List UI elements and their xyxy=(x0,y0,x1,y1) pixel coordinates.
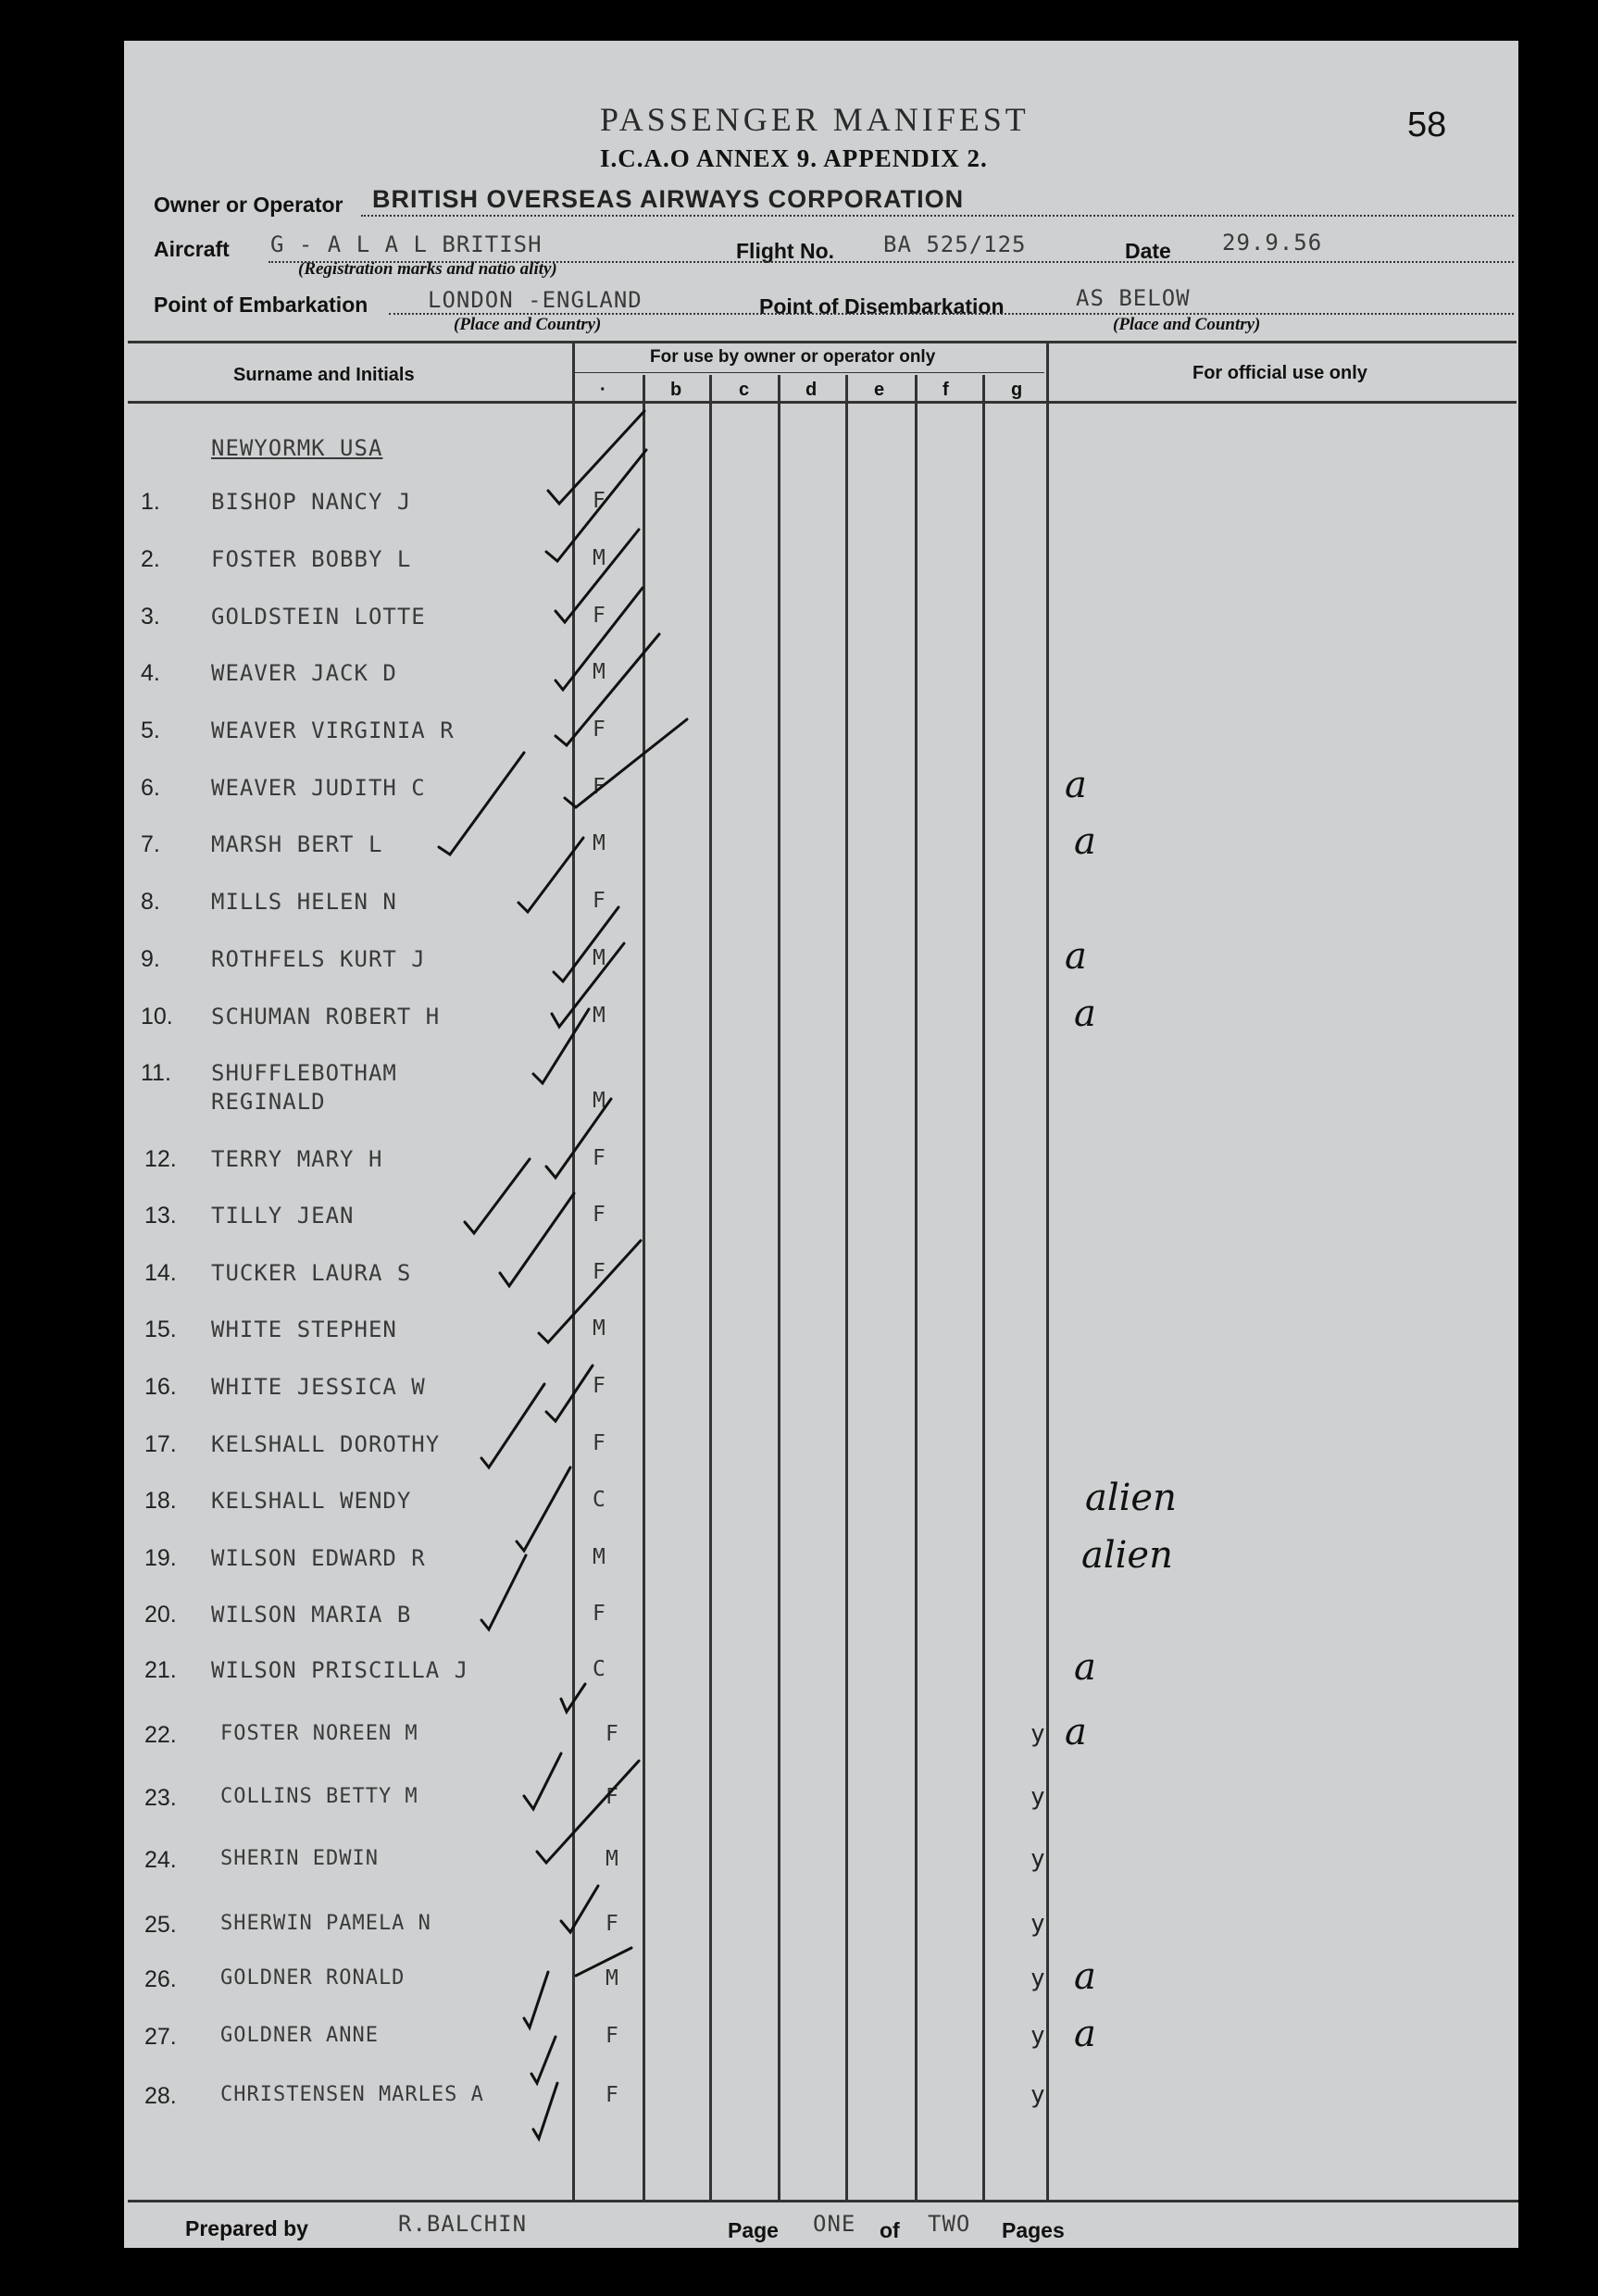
passenger-name: WILSON MARIA B xyxy=(211,1602,412,1628)
col-letter-a: · xyxy=(600,380,606,400)
row-number: 7. xyxy=(141,831,160,857)
passenger-sex: M xyxy=(593,660,605,684)
flight-value: BA 525/125 xyxy=(883,231,1027,257)
passenger-sex: F xyxy=(593,1431,605,1455)
table-top-rule xyxy=(128,341,1517,343)
col-rule-name xyxy=(572,343,575,2202)
passenger-name: KELSHALL WENDY xyxy=(211,1488,412,1514)
embark-underline xyxy=(389,313,1514,315)
page-subtitle: I.C.A.O ANNEX 9. APPENDIX 2. xyxy=(600,144,988,172)
official-note: a xyxy=(1065,764,1087,806)
passenger-name: GOLDNER ANNE xyxy=(220,2024,379,2047)
passenger-name: ROTHFELS KURT J xyxy=(211,946,426,972)
col-rule-e xyxy=(915,375,918,2202)
col-rule-g xyxy=(1046,343,1049,2202)
passenger-name: GOLDNER RONALD xyxy=(220,1966,406,1990)
passenger-name: SHERIN EDWIN xyxy=(220,1847,379,1870)
passenger-sex: F xyxy=(605,2083,618,2107)
passenger-name: FOSTER NOREEN M xyxy=(220,1722,418,1745)
passenger-sex: F xyxy=(593,489,605,513)
passenger-sex: F xyxy=(593,889,605,913)
col-rule-a xyxy=(643,375,645,2202)
aircraft-underline xyxy=(268,261,1514,263)
row-number: 22. xyxy=(144,1722,177,1748)
owner-col-g: y xyxy=(1030,1783,1045,1811)
passenger-sex: F xyxy=(593,1203,605,1227)
passenger-name: WILSON PRISCILLA J xyxy=(211,1657,469,1683)
passenger-name: KELSHALL DOROTHY xyxy=(211,1431,441,1457)
passenger-name: WEAVER JUDITH C xyxy=(211,775,426,801)
destination: NEWYORMK USA xyxy=(211,435,383,461)
passenger-name: MARSH BERT L xyxy=(211,831,383,857)
row-number: 13. xyxy=(144,1203,177,1229)
row-number: 2. xyxy=(141,546,160,572)
page-number: 58 xyxy=(1407,106,1447,144)
passenger-name: TERRY MARY H xyxy=(211,1146,383,1172)
passenger-sex: F xyxy=(593,775,605,799)
passenger-sex: F xyxy=(605,2024,618,2048)
col-letter-f: f xyxy=(943,380,949,400)
row-number: 21. xyxy=(144,1657,177,1683)
passenger-name: WILSON EDWARD R xyxy=(211,1545,426,1571)
owner-col-g: y xyxy=(1030,1965,1045,1992)
row-number: 6. xyxy=(141,775,160,801)
row-number: 26. xyxy=(144,1966,177,1992)
passenger-sex: F xyxy=(593,1374,605,1398)
col-header-owner: For use by owner or operator only xyxy=(650,347,936,367)
embark-value: LONDON -ENGLAND xyxy=(428,287,643,313)
owner-label: Owner or Operator xyxy=(154,193,343,217)
owner-col-rule xyxy=(572,372,1044,373)
header-bottom-rule xyxy=(128,401,1517,404)
official-note: a xyxy=(1065,1711,1087,1753)
passenger-name: CHRISTENSEN MARLES A xyxy=(220,2083,484,2106)
disembark-note: (Place and Country) xyxy=(1113,315,1261,334)
official-note: a xyxy=(1074,820,1096,863)
passenger-sex: M xyxy=(593,1316,605,1341)
passenger-sex: F xyxy=(593,1146,605,1170)
col-rule-c xyxy=(778,375,780,2202)
embark-note: (Place and Country) xyxy=(454,315,602,334)
passenger-name: FOSTER BOBBY L xyxy=(211,546,412,572)
page-value: ONE xyxy=(813,2211,856,2237)
pages-label: Pages xyxy=(1002,2218,1065,2242)
official-note: alien xyxy=(1085,1477,1177,1519)
passenger-sex: F xyxy=(593,718,605,742)
col-letter-c: c xyxy=(739,380,750,400)
official-note: a xyxy=(1074,2013,1096,2055)
footer-rule xyxy=(128,2200,1518,2202)
col-header-name: Surname and Initials xyxy=(233,365,415,385)
passenger-sex: M xyxy=(593,1004,605,1028)
owner-col-g: y xyxy=(1030,2022,1045,2050)
row-number: 1. xyxy=(141,489,160,515)
passenger-sex: F xyxy=(593,1602,605,1626)
flight-label: Flight No. xyxy=(736,239,835,263)
passenger-name: TILLY JEAN xyxy=(211,1203,355,1229)
row-number: 16. xyxy=(144,1374,177,1400)
row-number: 25. xyxy=(144,1912,177,1938)
aircraft-value: G - A L A L BRITISH xyxy=(270,231,543,257)
col-rule-d xyxy=(845,375,848,2202)
passenger-name: GOLDSTEIN LOTTE xyxy=(211,604,426,630)
passenger-sex: F xyxy=(593,1260,605,1284)
of-value: TWO xyxy=(928,2211,971,2237)
owner-underline xyxy=(361,215,1514,218)
passenger-sex: M xyxy=(593,1089,605,1113)
passenger-name: SHUFFLEBOTHAM xyxy=(211,1060,397,1086)
official-note: a xyxy=(1074,1955,1096,1998)
owner-col-g: y xyxy=(1030,1845,1045,1873)
passenger-sex: F xyxy=(605,1785,618,1809)
row-number: 11. xyxy=(141,1060,171,1086)
owner-value: BRITISH OVERSEAS AIRWAYS CORPORATION xyxy=(372,185,965,213)
col-letter-g: g xyxy=(1011,380,1023,400)
embark-label: Point of Embarkation xyxy=(154,293,368,317)
row-number: 15. xyxy=(144,1316,177,1342)
passenger-name: WEAVER VIRGINIA R xyxy=(211,718,455,743)
passenger-sex: M xyxy=(593,831,605,855)
passenger-sex: C xyxy=(593,1488,605,1512)
passenger-name: BISHOP NANCY J xyxy=(211,489,412,515)
passenger-name: SCHUMAN ROBERT H xyxy=(211,1004,441,1029)
passenger-name: WEAVER JACK D xyxy=(211,660,397,686)
passenger-name: MILLS HELEN N xyxy=(211,889,397,915)
col-letter-d: d xyxy=(805,380,818,400)
prepared-value: R.BALCHIN xyxy=(398,2211,528,2237)
date-value: 29.9.56 xyxy=(1222,230,1323,256)
row-number: 5. xyxy=(141,718,160,743)
disembark-label: Point of Disembarkation xyxy=(759,294,1005,318)
row-number: 4. xyxy=(141,660,160,686)
passenger-sex: F xyxy=(593,604,605,628)
row-number: 8. xyxy=(141,889,160,915)
col-letter-e: e xyxy=(874,380,885,400)
col-header-official: For official use only xyxy=(1192,363,1367,383)
row-number: 28. xyxy=(144,2083,177,2109)
official-note: a xyxy=(1074,992,1096,1035)
passenger-name: REGINALD xyxy=(211,1089,326,1115)
owner-col-g: y xyxy=(1030,1720,1045,1748)
row-number: 9. xyxy=(141,946,160,972)
official-note: a xyxy=(1074,1646,1096,1689)
passenger-sex: M xyxy=(605,1847,618,1871)
passenger-name: TUCKER LAURA S xyxy=(211,1260,412,1286)
col-letter-b: b xyxy=(670,380,682,400)
date-label: Date xyxy=(1125,239,1171,263)
row-number: 20. xyxy=(144,1602,177,1628)
passenger-name: SHERWIN PAMELA N xyxy=(220,1912,431,1935)
row-number: 24. xyxy=(144,1847,177,1873)
prepared-label: Prepared by xyxy=(185,2216,308,2240)
page-title: PASSENGER MANIFEST xyxy=(600,101,1030,138)
passenger-name: COLLINS BETTY M xyxy=(220,1785,418,1808)
row-number: 14. xyxy=(144,1260,177,1286)
row-number: 17. xyxy=(144,1431,177,1457)
row-number: 18. xyxy=(144,1488,177,1514)
passenger-sex: M xyxy=(593,946,605,970)
passenger-name: WHITE STEPHEN xyxy=(211,1316,397,1342)
row-number: 27. xyxy=(144,2024,177,2050)
aircraft-label: Aircraft xyxy=(154,237,230,261)
row-number: 23. xyxy=(144,1785,177,1811)
row-number: 3. xyxy=(141,604,160,630)
row-number: 19. xyxy=(144,1545,177,1571)
passenger-sex: F xyxy=(605,1912,618,1936)
passenger-name: WHITE JESSICA W xyxy=(211,1374,426,1400)
row-number: 12. xyxy=(144,1146,177,1172)
owner-col-g: y xyxy=(1030,1910,1045,1938)
official-note: a xyxy=(1065,935,1087,978)
passenger-sex: M xyxy=(605,1966,618,1990)
passenger-sex: M xyxy=(593,546,605,570)
owner-col-g: y xyxy=(1030,2081,1045,2109)
passenger-sex: M xyxy=(593,1545,605,1569)
col-rule-f xyxy=(982,375,985,2202)
page-label: Page xyxy=(728,2218,779,2242)
row-number: 10. xyxy=(141,1004,173,1029)
of-label: of xyxy=(880,2218,900,2242)
disembark-value: AS BELOW xyxy=(1076,285,1191,311)
official-note: alien xyxy=(1081,1534,1173,1577)
col-rule-b xyxy=(709,375,712,2202)
passenger-sex: C xyxy=(593,1657,605,1681)
passenger-sex: F xyxy=(605,1722,618,1746)
registration-note: (Registration marks and natio ality) xyxy=(298,259,557,279)
